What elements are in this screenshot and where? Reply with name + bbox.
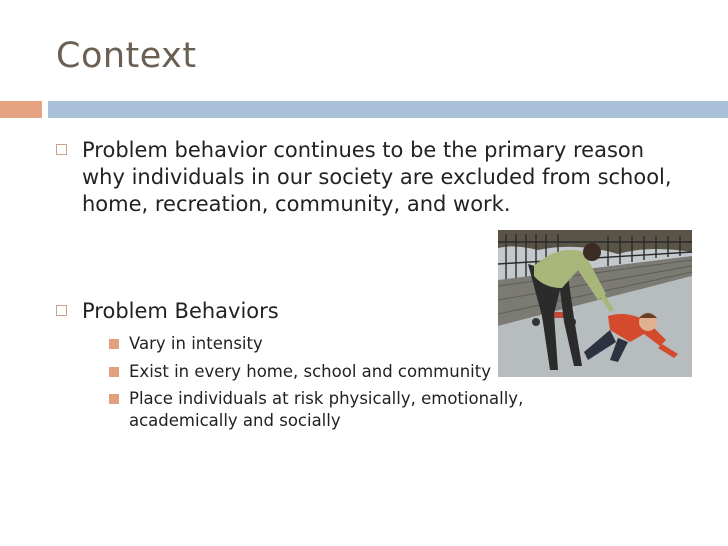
- bullet-box-icon: [56, 305, 67, 316]
- title-divider-accent: [0, 101, 42, 118]
- bullet-text: Problem Behaviors: [82, 299, 279, 323]
- slide-title: Context: [56, 36, 197, 76]
- sub-bullet-text: Vary in intensity: [129, 334, 263, 353]
- sub-bullet-item: [107, 388, 587, 434]
- bullet-box-icon: [56, 144, 67, 155]
- sub-bullet-text: Exist in every home, school and community: [129, 362, 491, 381]
- photo-illustration: [498, 230, 692, 377]
- bullet-text: Problem behavior continues to be the primary reason why individuals in our society are excluded from school, home, recreation, community, and work.: [82, 138, 672, 216]
- square-bullet-icon: [109, 367, 119, 377]
- photo-adult-helping-child: [498, 230, 692, 377]
- sub-bullet-text: Place individuals at risk physically, emotionally, academically and socially: [129, 389, 524, 430]
- title-divider-bar: [48, 101, 728, 118]
- bullet-item: [56, 137, 696, 221]
- square-bullet-icon: [109, 394, 119, 404]
- square-bullet-icon: [109, 339, 119, 349]
